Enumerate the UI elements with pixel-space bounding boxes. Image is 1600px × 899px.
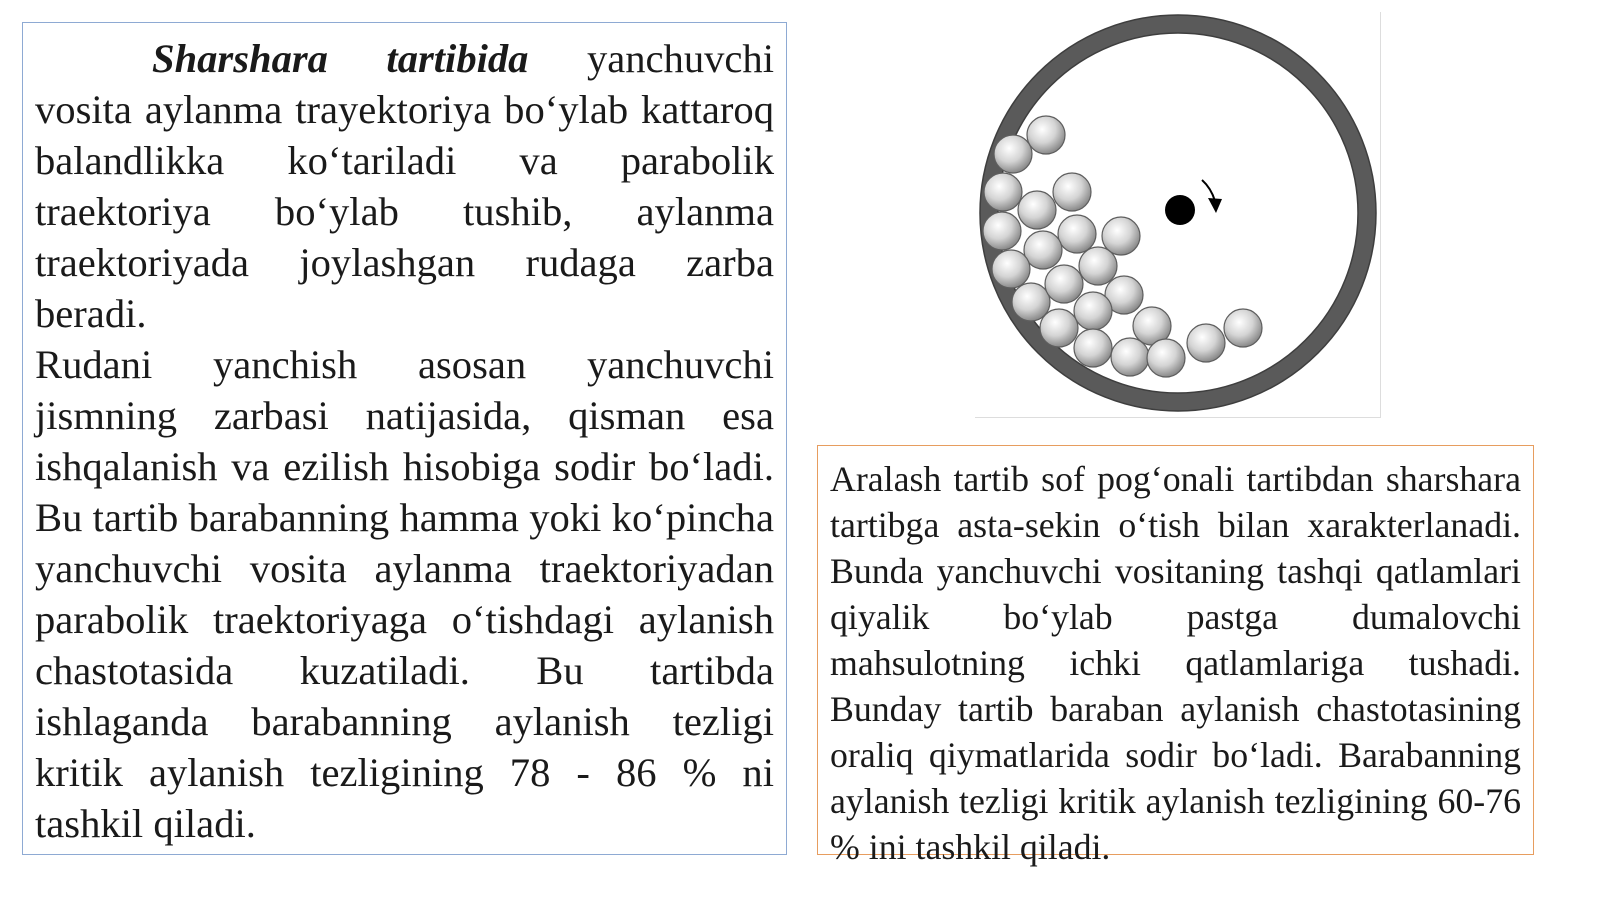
grinding-ball — [1147, 339, 1185, 377]
grinding-ball — [1074, 329, 1112, 367]
grinding-ball — [983, 212, 1021, 250]
direction-arrow-icon — [1202, 180, 1215, 201]
grinding-ball — [1224, 309, 1262, 347]
grinding-ball — [1074, 292, 1112, 330]
grinding-ball — [1111, 338, 1149, 376]
falling-ball — [1165, 195, 1195, 225]
grinding-ball — [1027, 116, 1065, 154]
grinding-ball — [1079, 247, 1117, 285]
grinding-ball — [1053, 173, 1091, 211]
grinding-ball — [1018, 191, 1056, 229]
grinding-ball — [1058, 215, 1096, 253]
right-text-box — [817, 445, 1534, 867]
paragraph-1-text: yanchuvchi vosita aylanma trayektoriya bo‘ylab kattaroq balandlikka ko‘tariladi va parabolik traektoriya bo‘ylab tushib, aylanma traektoriyada joylashgan rudaga zarba beradi. — [35, 36, 774, 336]
lead-phrase: Sharshara tartibida — [152, 36, 529, 81]
grinding-ball — [992, 250, 1030, 288]
grinding-ball — [1187, 324, 1225, 362]
paragraph-mixed-mode: Aralash tartib sof pog‘onali tartibdan sharshara tartibga asta-sekin o‘tish bilan xarakterlanadi. Bunda yanchuvchi vositaning tashqi qatlamlari qiyalik bo‘ylab pastga dumalovchi mahsulotning ichki qatlamlariga tushadi. Bunday tartib baraban aylanish chastotasining oraliq qiymatlarida sodir bo‘ladi. Barabanning aylanish tezligi kritik aylanish tezligining 60-76 % ini tashkil qiladi. — [830, 459, 1521, 867]
grinding-ball — [1040, 309, 1078, 347]
paragraph-grinding: Rudani yanchish asosan yanchuvchi jismning zarbasi natijasida, qisman esa ishqalanish va ezilish hisobiga sodir bo‘ladi. Bu tartib barabanning hamma yoki ko‘pincha yanchuvchi vosita aylanma traektoriyadan parabolik traektoriyaga o‘tishdagi aylanish chastotasida kuzatiladi. Bu tartibda ishlaganda barabanning aylanish tezligi kritik aylanish tezligining 78 - 86 % ni tashkil qiladi. — [35, 342, 774, 846]
grinding-ball — [1045, 265, 1083, 303]
ball-mill-diagram — [975, 12, 1381, 418]
left-text-box — [22, 22, 787, 855]
grinding-ball — [984, 173, 1022, 211]
paragraph-cascade-mode — [35, 33, 774, 339]
arrow-head-icon — [1208, 198, 1222, 213]
grinding-ball — [994, 135, 1032, 173]
